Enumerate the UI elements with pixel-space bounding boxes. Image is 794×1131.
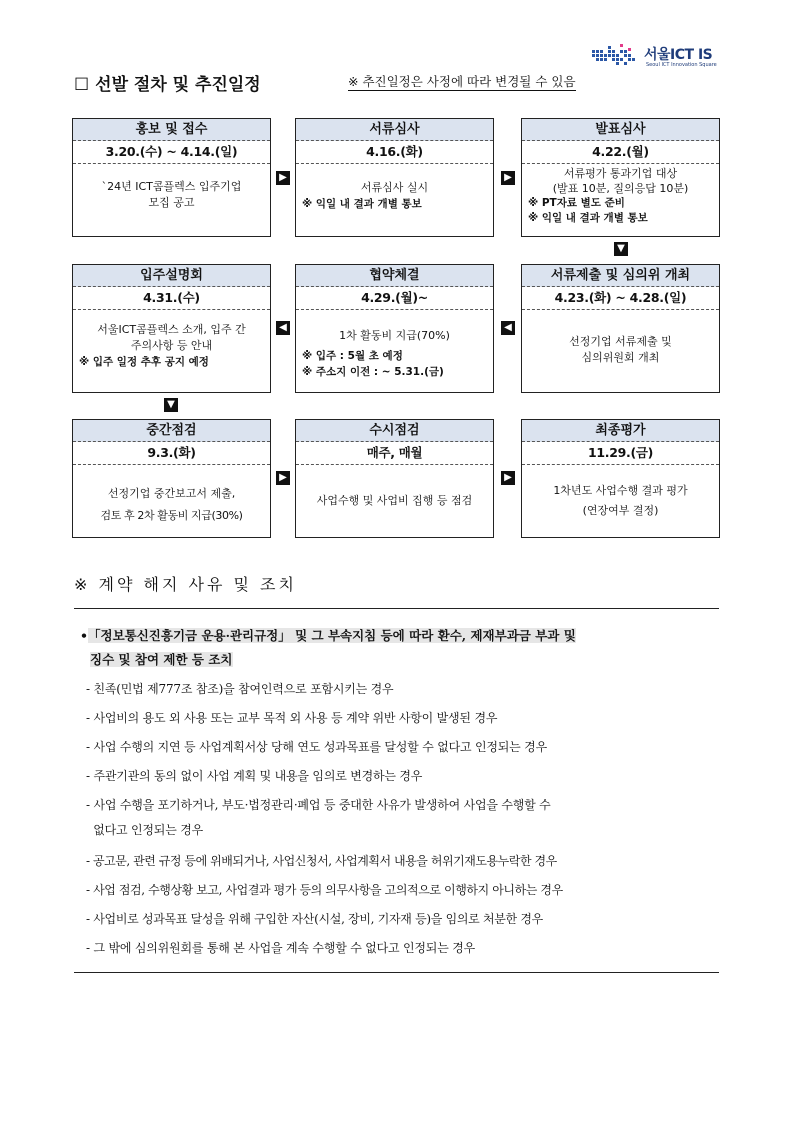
step-title: 협약체결 (296, 265, 493, 287)
schedule-note: ※ 추진일정은 사정에 따라 변경될 수 있음 (348, 74, 576, 89)
step-box-agreement (295, 264, 494, 393)
left-arrow-icon: ◀ (276, 321, 290, 335)
step-body-line: 서울ICT콤플렉스 소개, 입주 간 (97, 323, 246, 336)
right-arrow-icon: ▶ (501, 171, 515, 185)
step-date: 4.23.(화) ~ 4.28.(일) (522, 287, 719, 310)
seoul-ict-is-logo (590, 40, 720, 70)
step-title: 중간점검 (73, 420, 270, 442)
step-body-line: 1차 활동비 지급(70%) (339, 329, 450, 342)
page-title: ☐ 선발 절차 및 추진일정 (74, 75, 261, 95)
termination-item: - 사업 수행을 포기하거나, 부도·법정관리·폐업 등 중대한 사유가 발생하여 사업을 수행할 수 (86, 798, 551, 812)
step-date: 4.29.(월)~ (296, 287, 493, 310)
step-date: 4.31.(수) (73, 287, 270, 310)
step-box-orientation (72, 264, 271, 393)
termination-item: - 사업 점검, 수행상황 보고, 사업결과 평가 등의 의무사항을 고의적으로 이행하지 아니하는 경우 (86, 883, 563, 897)
step-title: 최종평가 (522, 420, 719, 442)
down-arrow-icon: ▼ (614, 242, 628, 256)
logo-dots-icon (590, 42, 640, 68)
logo-title: 서울ICT IS (644, 47, 713, 63)
step-body-line: 심의위원회 개최 (581, 351, 660, 364)
termination-item: - 친족(민법 제777조 참조)을 참여인력으로 포함시키는 경우 (86, 682, 394, 696)
termination-item: - 사업비의 용도 외 사용 또는 교부 목적 외 사용 등 계약 위반 사항이 발생된 경우 (86, 711, 498, 725)
step-title: 서류제출 및 심의위 개최 (522, 265, 719, 287)
step-body-line: 사업수행 및 사업비 집행 등 점검 (316, 494, 473, 507)
step-date: 매주, 매월 (296, 442, 493, 465)
step-body-line: 서류심사 실시 (360, 181, 429, 194)
step-body-line: `24년 ICT콤플렉스 입주기업 (101, 180, 242, 193)
termination-item: - 사업비로 성과목표 달성을 위해 구입한 자산(시설, 장비, 기자재 등)을 임의로 처분한 경우 (86, 912, 543, 926)
termination-item: - 사업 수행의 지연 등 사업계획서상 당해 연도 성과목표를 달성할 수 없다고 인정되는 경우 (86, 740, 547, 754)
step-body-line: 모집 공고 (148, 196, 195, 209)
step-note-line: ※ 익일 내 결과 개별 통보 (528, 212, 648, 224)
lead-line: 「정보통신진흥기금 운용·관리규정」 및 그 부속지침 등에 따라 환수, 제재부과금 부과 및 (88, 628, 576, 643)
step-body-line: 서류평가 통과기업 대상 (563, 167, 678, 180)
step-note-line: ※ 입주 일정 추후 공지 예정 (79, 356, 209, 368)
right-arrow-icon: ▶ (276, 171, 290, 185)
down-arrow-icon: ▼ (164, 398, 178, 412)
step-title: 입주설명회 (73, 265, 270, 287)
left-arrow-icon: ◀ (501, 321, 515, 335)
step-note-line: ※ 주소지 이전 : ~ 5.31.(금) (302, 366, 444, 378)
step-body-line: 주의사항 등 안내 (130, 339, 213, 352)
bullet-icon: • (80, 628, 88, 643)
step-body-line: 검토 후 2차 활동비 지급(30%) (100, 509, 243, 522)
divider-bottom (74, 972, 719, 973)
step-body-line: (발표 10분, 질의응답 10분) (552, 182, 689, 195)
step-title: 홍보 및 접수 (73, 119, 270, 141)
step-body-line: 선정기업 중간보고서 제출, (107, 487, 236, 500)
termination-item: - 주관기관의 동의 없이 사업 계획 및 내용을 임의로 변경하는 경우 (86, 769, 423, 783)
step-date: 4.22.(월) (522, 141, 719, 164)
right-arrow-icon: ▶ (501, 471, 515, 485)
step-box-document-review (295, 118, 494, 237)
step-title: 수시점검 (296, 420, 493, 442)
step-note-line: ※ 입주 : 5월 초 예정 (302, 350, 403, 362)
termination-heading: ※ 계약 해지 사유 및 조치 (74, 575, 297, 594)
step-date: 3.20.(수) ~ 4.14.(일) (73, 141, 270, 164)
step-note-line: ※ 익일 내 결과 개별 통보 (302, 198, 422, 210)
termination-lead (80, 624, 720, 672)
step-body-line: 선정기업 서류제출 및 (569, 335, 672, 348)
step-box-midterm-check (72, 419, 271, 538)
termination-item: - 공고문, 관련 규정 등에 위배되거나, 사업신청서, 사업계획서 내용을 허위기재도용누락한 경우 (86, 854, 557, 868)
step-body-line: (연장여부 결정) (582, 504, 659, 517)
termination-item: 없다고 인정되는 경우 (86, 823, 203, 837)
step-date: 9.3.(화) (73, 442, 270, 465)
termination-item: - 그 밖에 심의위원회를 통해 본 사업을 계속 수행할 수 없다고 인정되는 경우 (86, 941, 475, 955)
step-date: 11.29.(금) (522, 442, 719, 465)
right-arrow-icon: ▶ (276, 471, 290, 485)
step-box-regular-check (295, 419, 494, 538)
step-title: 서류심사 (296, 119, 493, 141)
step-box-final-evaluation (521, 419, 720, 538)
divider-top (74, 608, 719, 609)
step-box-promotion (72, 118, 271, 237)
step-box-submission-committee (521, 264, 720, 393)
step-box-presentation-review (521, 118, 720, 237)
step-note-line: ※ PT자료 별도 준비 (528, 197, 625, 209)
logo-subtitle: Seoul ICT Innovation Square (646, 62, 717, 68)
step-title: 발표심사 (522, 119, 719, 141)
step-date: 4.16.(화) (296, 141, 493, 164)
step-body-line: 1차년도 사업수행 결과 평가 (553, 484, 688, 497)
lead-line: 징수 및 참여 제한 등 조치 (90, 652, 233, 667)
